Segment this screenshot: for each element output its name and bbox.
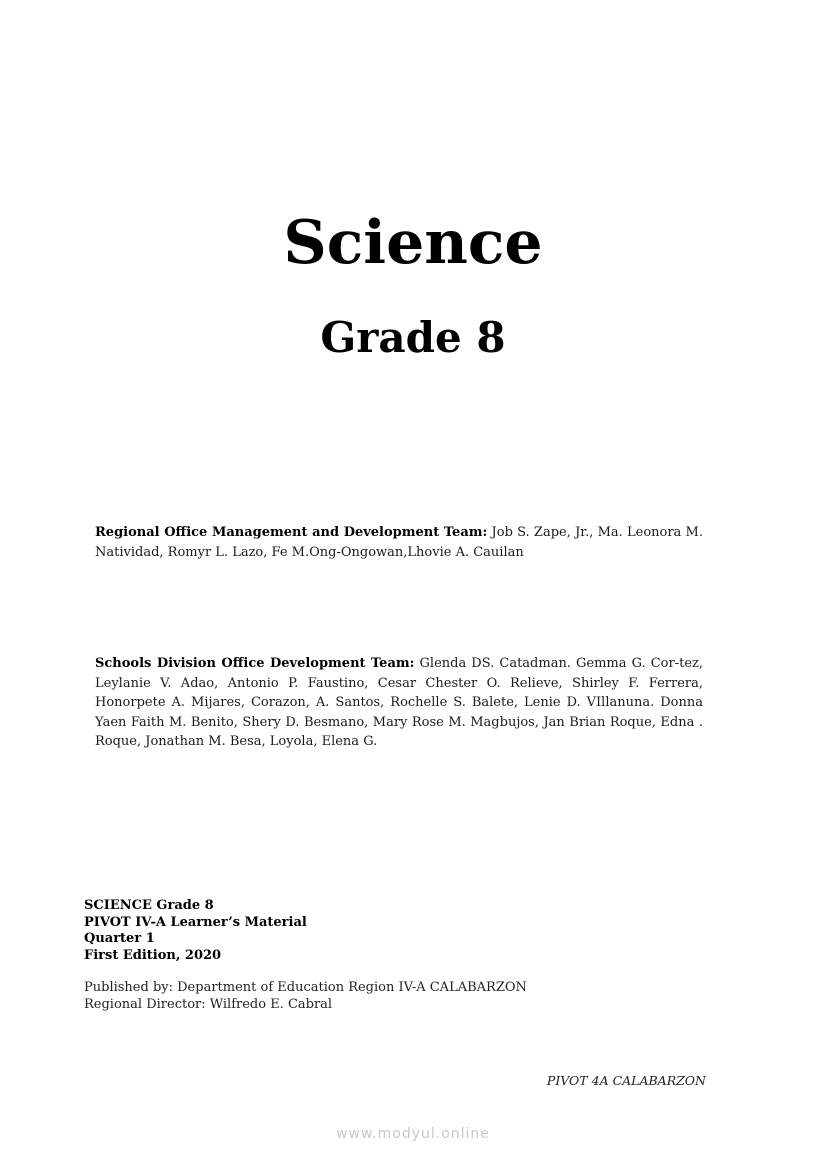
regional-director-line: Regional Director: Wilfredo E. Cabral — [84, 996, 333, 1012]
published-by-line: Published by: Department of Education Region IV-A CALABARZON — [84, 980, 527, 995]
regional-team-label: Regional Office Management and Development Team: — [95, 525, 488, 540]
regional-team-paragraph — [95, 523, 703, 562]
division-team-label: Schools Division Office Development Team: — [95, 656, 415, 671]
edition-material-line: PIVOT IV-A Learner’s Material — [84, 914, 307, 930]
edition-title-line: SCIENCE Grade 8 — [84, 898, 214, 913]
division-team-paragraph — [95, 654, 703, 752]
site-watermark: www.modyul.online — [336, 1126, 490, 1142]
page-footer: PIVOT 4A CALABARZON — [546, 1073, 706, 1088]
division-team-members: Glenda DS. Catadman. Gemma G. Cor-tez, Leylanie V. Adao, Antonio P. Faustino, Cesar Chester O. Relieve, Shirley F. Ferrera, Honorpete A. Mijares, Corazon, A. Santos, Rochelle S. Balete, Lenie D. VIllanuna. Donna Yaen Faith M. Benito, Shery D. Besmano, Mary Rose M. Magbujos, Jan Brian Roque, Edna . Roque, Jonathan M. Besa, Loyola, Elena G. — [95, 656, 703, 750]
edition-year-line: First Edition, 2020 — [84, 947, 222, 963]
edition-info — [84, 898, 307, 964]
regional-team-members: Job S. Zape, Jr., Ma. Leonora M. Natividad, Romyr L. Lazo, Fe M.Ong-Ongowan,Lhovie A. Cauilan — [95, 525, 703, 560]
edition-quarter-line: Quarter 1 — [84, 931, 155, 946]
publisher-info — [84, 980, 527, 1013]
cover-subtitle: Grade 8 — [320, 313, 506, 362]
cover-title: Science — [283, 208, 543, 278]
